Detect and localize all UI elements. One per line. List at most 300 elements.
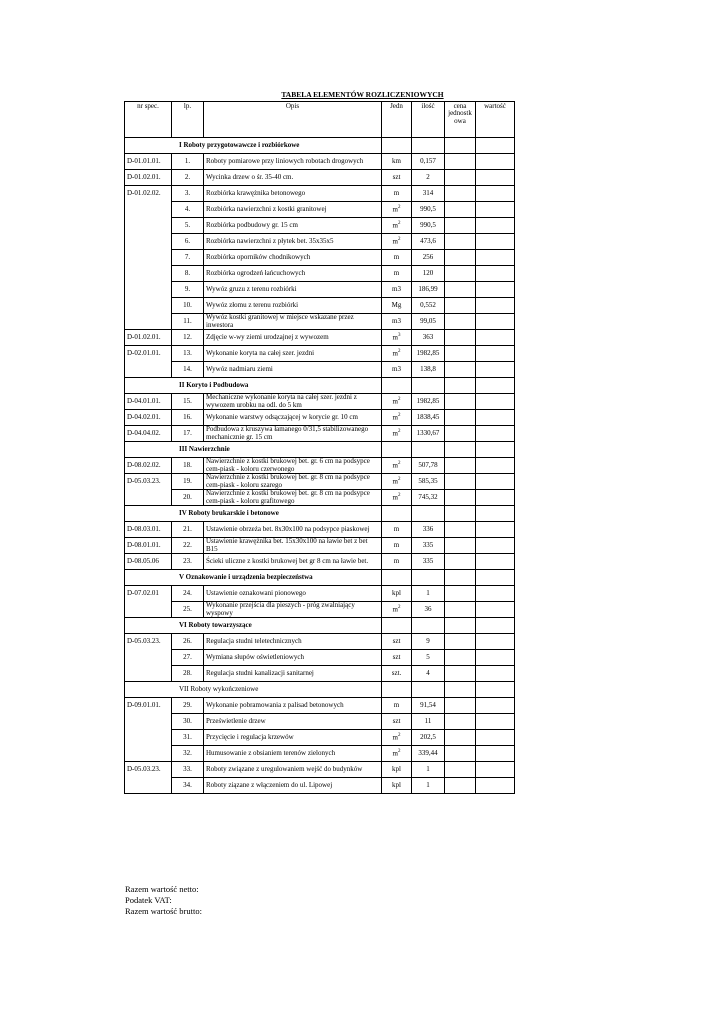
unit-cell	[382, 650, 412, 666]
spec-number-cell: D-07.02.01	[125, 586, 172, 602]
unit-exponent: 2	[397, 461, 401, 467]
unit-cell	[382, 458, 412, 474]
empty-cell	[382, 682, 412, 698]
quantity-cell: 5	[412, 650, 445, 666]
unit-text: kpl	[392, 764, 401, 773]
table-row	[125, 490, 515, 506]
unit-price-cell	[445, 602, 476, 618]
value-cell	[476, 186, 515, 202]
quantity-cell: 745,32	[412, 490, 445, 506]
value-cell	[476, 218, 515, 234]
value-cell	[476, 490, 515, 506]
unit-cell	[382, 346, 412, 362]
empty-cell	[382, 506, 412, 522]
section-row	[125, 570, 515, 586]
item-number-cell: 4.	[172, 202, 204, 218]
empty-cell	[412, 618, 445, 634]
empty-cell	[445, 618, 476, 634]
unit-text: szt	[392, 652, 401, 661]
empty-cell	[382, 442, 412, 458]
spec-number-cell	[125, 250, 172, 266]
unit-cell	[382, 362, 412, 378]
header-value: wartość	[476, 102, 515, 138]
unit-text: m	[393, 268, 400, 277]
value-cell	[476, 778, 515, 794]
header-unit-price: cena jednostk owa	[445, 102, 476, 138]
description-cell: Podbudowa z kruszywa łamanego 0/31,5 stabilizowanego mechanicznie gr. 15 cm	[204, 426, 382, 442]
vat-label: Podatek VAT:	[125, 895, 172, 905]
value-cell	[476, 698, 515, 714]
section-title: IV Roboty brukarskie i betonowe	[125, 506, 382, 522]
description-cell: Roboty związane z uregulowaniem wejść do budynków	[204, 762, 382, 778]
unit-cell	[382, 602, 412, 618]
spec-number-cell	[125, 602, 172, 618]
spec-number-cell	[125, 314, 172, 330]
table-row	[125, 298, 515, 314]
item-number-cell: 5.	[172, 218, 204, 234]
quantity-cell: 473,6	[412, 234, 445, 250]
quantity-cell: 0,157	[412, 154, 445, 170]
unit-price-cell	[445, 394, 476, 410]
unit-text: m	[392, 397, 398, 406]
unit-price-cell	[445, 186, 476, 202]
unit-exponent: 2	[397, 733, 401, 739]
description-cell: Nawierzchnie z kostki brukowej bet. gr. 8 cm na podsypce cem-piask - koloru grafitowego	[204, 490, 382, 506]
table-row	[125, 634, 515, 650]
empty-cell	[445, 378, 476, 394]
empty-cell	[445, 682, 476, 698]
empty-cell	[382, 378, 412, 394]
section-title: II Koryto i Podbudowa	[125, 378, 382, 394]
unit-text: szt	[392, 716, 401, 725]
table-row	[125, 234, 515, 250]
spec-number-cell: D-08.05.06	[125, 554, 172, 570]
quantity-cell: 186,99	[412, 282, 445, 298]
header-quantity: ilość	[412, 102, 445, 138]
value-cell	[476, 666, 515, 682]
value-cell	[476, 154, 515, 170]
value-cell	[476, 234, 515, 250]
empty-cell	[476, 378, 515, 394]
value-cell	[476, 586, 515, 602]
spec-number-cell: D-08.03.01.	[125, 522, 172, 538]
description-cell: Regulacja studni teletechnicznych	[204, 634, 382, 650]
quantity-cell: 1838,45	[412, 410, 445, 426]
table-row	[125, 522, 515, 538]
unit-cell	[382, 762, 412, 778]
empty-cell	[476, 618, 515, 634]
item-number-cell: 32.	[172, 746, 204, 762]
unit-text: m	[392, 413, 398, 422]
quantity-cell: 256	[412, 250, 445, 266]
unit-price-cell	[445, 586, 476, 602]
unit-cell	[382, 298, 412, 314]
quantity-cell: 91,54	[412, 698, 445, 714]
quantity-cell: 2	[412, 170, 445, 186]
table-row	[125, 474, 515, 490]
description-cell: Ścieki uliczne z kostki brukowej bet gr 8 cm na ławie bet.	[204, 554, 382, 570]
table-row	[125, 650, 515, 666]
unit-text: m3	[392, 364, 401, 373]
description-cell: Wywóz kostki granitowej w miejsce wskazane przez inwestora	[204, 314, 382, 330]
table-row	[125, 202, 515, 218]
table-row	[125, 154, 515, 170]
unit-text: kpl	[392, 588, 401, 597]
table-row	[125, 762, 515, 778]
value-cell	[476, 602, 515, 618]
table-row	[125, 730, 515, 746]
spec-number-cell: D-01.01.01.	[125, 154, 172, 170]
item-number-cell: 21.	[172, 522, 204, 538]
description-cell: Rozbiórka podbudowy gr. 15 cm	[204, 218, 382, 234]
unit-price-cell	[445, 218, 476, 234]
empty-cell	[412, 506, 445, 522]
table-row	[125, 602, 515, 618]
description-cell: Regulacja studni kanalizacji sanitarnej	[204, 666, 382, 682]
section-title: VI Roboty towarzyszące	[125, 618, 382, 634]
unit-text: m	[392, 605, 398, 614]
value-cell	[476, 554, 515, 570]
empty-cell	[412, 378, 445, 394]
quantity-cell: 1	[412, 762, 445, 778]
item-number-cell: 2.	[172, 170, 204, 186]
item-number-cell: 20.	[172, 490, 204, 506]
spec-number-cell: D-04.04.02.	[125, 426, 172, 442]
table-row	[125, 186, 515, 202]
unit-text: m	[393, 700, 400, 709]
unit-cell	[382, 282, 412, 298]
table-row	[125, 218, 515, 234]
spec-number-cell	[125, 202, 172, 218]
unit-price-cell	[445, 426, 476, 442]
item-number-cell: 26.	[172, 634, 204, 650]
description-cell: Prześwietlenie drzew	[204, 714, 382, 730]
empty-cell	[476, 138, 515, 154]
unit-cell	[382, 250, 412, 266]
item-number-cell: 15.	[172, 394, 204, 410]
description-cell: Wywóz złomu z terenu rozbiórki	[204, 298, 382, 314]
empty-cell	[412, 138, 445, 154]
table-row	[125, 314, 515, 330]
spec-number-cell: D-04.01.01.	[125, 394, 172, 410]
table-row	[125, 266, 515, 282]
description-cell: Nawierzchnie z kostki brukowej bet. gr. 8 cm na podsypce cem-piask - koloru szarego	[204, 474, 382, 490]
value-cell	[476, 394, 515, 410]
item-number-cell: 1.	[172, 154, 204, 170]
description-cell: Rozbiórka nawierzchni z płytek bet. 35x35x5	[204, 234, 382, 250]
unit-price-cell	[445, 346, 476, 362]
quantity-cell: 202,5	[412, 730, 445, 746]
quantity-cell: 1982,85	[412, 394, 445, 410]
item-number-cell: 16.	[172, 410, 204, 426]
item-number-cell: 22.	[172, 538, 204, 554]
value-cell	[476, 170, 515, 186]
quantity-cell: 36	[412, 602, 445, 618]
empty-cell	[476, 682, 515, 698]
value-cell	[476, 346, 515, 362]
unit-cell	[382, 330, 412, 346]
section-row	[125, 618, 515, 634]
value-cell	[476, 314, 515, 330]
table-row	[125, 410, 515, 426]
unit-cell	[382, 554, 412, 570]
unit-text: km	[392, 156, 401, 165]
value-cell	[476, 762, 515, 778]
description-cell: Roboty pomiarowe przy liniowych robotach drogowych	[204, 154, 382, 170]
quantity-cell: 507,78	[412, 458, 445, 474]
unit-price-cell	[445, 154, 476, 170]
item-number-cell: 34.	[172, 778, 204, 794]
quantity-cell: 314	[412, 186, 445, 202]
unit-cell	[382, 266, 412, 282]
item-number-cell: 7.	[172, 250, 204, 266]
quantity-cell: 335	[412, 538, 445, 554]
spec-number-cell	[125, 730, 172, 746]
item-number-cell: 28.	[172, 666, 204, 682]
description-cell: Zdjęcie w-wy ziemi urodzajnej z wywozem	[204, 330, 382, 346]
description-cell: Przycięcie i regulacja krzewów	[204, 730, 382, 746]
quantity-cell: 1330,67	[412, 426, 445, 442]
table-row	[125, 458, 515, 474]
table-row	[125, 554, 515, 570]
unit-price-cell	[445, 490, 476, 506]
unit-cell	[382, 634, 412, 650]
unit-cell	[382, 538, 412, 554]
spec-number-cell	[125, 746, 172, 762]
unit-text: m	[392, 333, 398, 342]
quantity-cell: 990,5	[412, 202, 445, 218]
description-cell: Wywóz gruzu z terenu rozbiórki	[204, 282, 382, 298]
unit-price-cell	[445, 282, 476, 298]
spec-number-cell: D-09.01.01.	[125, 698, 172, 714]
unit-price-cell	[445, 522, 476, 538]
unit-text: szt.	[391, 668, 402, 677]
spec-number-cell: D-05.03.23.	[125, 762, 172, 778]
description-cell: Wykonanie warstwy odsączającej w korycie gr. 10 cm	[204, 410, 382, 426]
unit-price-cell	[445, 330, 476, 346]
table-row	[125, 586, 515, 602]
empty-cell	[445, 506, 476, 522]
value-cell	[476, 266, 515, 282]
value-cell	[476, 730, 515, 746]
value-cell	[476, 330, 515, 346]
table-row	[125, 426, 515, 442]
table-row	[125, 746, 515, 762]
unit-price-cell	[445, 778, 476, 794]
table-row	[125, 282, 515, 298]
header-lp: lp.	[172, 102, 204, 138]
unit-price-cell	[445, 554, 476, 570]
unit-cell	[382, 410, 412, 426]
quantity-cell: 990,5	[412, 218, 445, 234]
unit-price-cell	[445, 170, 476, 186]
unit-cell	[382, 666, 412, 682]
description-cell: Mechaniczne wykonanie koryta na całej szer. jezdni z wywozem urobku na odl. do 5 km	[204, 394, 382, 410]
value-cell	[476, 474, 515, 490]
unit-text: m	[392, 237, 398, 246]
section-row	[125, 682, 515, 698]
spec-number-cell	[125, 650, 172, 666]
spec-number-cell: D-08.02.02.	[125, 458, 172, 474]
quantity-cell: 4	[412, 666, 445, 682]
empty-cell	[382, 138, 412, 154]
totals-block	[125, 884, 202, 917]
empty-cell	[382, 618, 412, 634]
quantity-cell: 363	[412, 330, 445, 346]
unit-cell	[382, 314, 412, 330]
unit-cell	[382, 714, 412, 730]
unit-text: m	[392, 733, 398, 742]
quantity-cell: 0,552	[412, 298, 445, 314]
quantity-cell: 336	[412, 522, 445, 538]
total-gross-label: Razem wartość brutto:	[125, 906, 202, 916]
unit-cell	[382, 586, 412, 602]
unit-text: m	[393, 540, 400, 549]
spec-number-cell	[125, 490, 172, 506]
description-cell: Wycinka drzew o śr. 35-40 cm.	[204, 170, 382, 186]
spec-number-cell: D-02.01.01.	[125, 346, 172, 362]
unit-price-cell	[445, 730, 476, 746]
table-row	[125, 250, 515, 266]
item-number-cell: 10.	[172, 298, 204, 314]
unit-price-cell	[445, 234, 476, 250]
unit-price-cell	[445, 314, 476, 330]
section-row	[125, 506, 515, 522]
item-number-cell: 31.	[172, 730, 204, 746]
unit-price-cell	[445, 298, 476, 314]
unit-text: m	[392, 493, 398, 502]
unit-text: m	[392, 221, 398, 230]
unit-price-cell	[445, 266, 476, 282]
item-number-cell: 12.	[172, 330, 204, 346]
section-title: I Roboty przygotowawcze i rozbiórkowe	[125, 138, 382, 154]
item-number-cell: 19.	[172, 474, 204, 490]
value-cell	[476, 282, 515, 298]
unit-price-cell	[445, 650, 476, 666]
description-cell: Rozbiórka ogrodzeń łańcuchowych	[204, 266, 382, 282]
description-cell: Ustawienie oznakowani pionowego	[204, 586, 382, 602]
unit-text: kpl	[392, 780, 401, 789]
spec-number-cell	[125, 266, 172, 282]
table-row	[125, 538, 515, 554]
unit-cell	[382, 698, 412, 714]
spec-number-cell: D-01.02.02.	[125, 186, 172, 202]
unit-text: m	[392, 429, 398, 438]
unit-cell	[382, 778, 412, 794]
unit-cell	[382, 154, 412, 170]
value-cell	[476, 714, 515, 730]
unit-exponent: 2	[397, 749, 401, 755]
spec-number-cell	[125, 234, 172, 250]
unit-exponent: 2	[397, 397, 401, 403]
value-cell	[476, 522, 515, 538]
unit-exponent: 2	[397, 413, 401, 419]
item-number-cell: 18.	[172, 458, 204, 474]
table-row	[125, 346, 515, 362]
unit-text: m	[392, 205, 398, 214]
header-spec: nr spec.	[125, 102, 172, 138]
total-net-label: Razem wartość netto:	[125, 884, 199, 894]
unit-text: m	[393, 524, 400, 533]
unit-exponent: 2	[397, 205, 401, 211]
spec-number-cell: D-01.02.01.	[125, 170, 172, 186]
value-cell	[476, 538, 515, 554]
unit-cell	[382, 170, 412, 186]
quantity-cell: 138,8	[412, 362, 445, 378]
item-number-cell: 6.	[172, 234, 204, 250]
item-number-cell: 27.	[172, 650, 204, 666]
description-cell: Wymiana słupów oświetleniowych	[204, 650, 382, 666]
section-title: VII Roboty wykończeniowe	[125, 682, 382, 698]
description-cell: Rozbiórka krawężnika betonowego	[204, 186, 382, 202]
item-number-cell: 11.	[172, 314, 204, 330]
item-number-cell: 25.	[172, 602, 204, 618]
description-cell: Nawierzchnie z kostki brukowej bet. gr. 6 cm na podsypce cem-piask - koloru czerwonego	[204, 458, 382, 474]
item-number-cell: 24.	[172, 586, 204, 602]
table-row	[125, 698, 515, 714]
unit-text: Mg	[391, 300, 402, 309]
value-cell	[476, 298, 515, 314]
unit-price-cell	[445, 202, 476, 218]
description-cell: Wykonanie pobramowania z palisad betonowych	[204, 698, 382, 714]
unit-text: m	[392, 749, 398, 758]
unit-cell	[382, 522, 412, 538]
unit-cell	[382, 746, 412, 762]
empty-cell	[445, 442, 476, 458]
value-cell	[476, 634, 515, 650]
value-cell	[476, 458, 515, 474]
table-row	[125, 714, 515, 730]
spec-number-cell: D-05.03.23.	[125, 474, 172, 490]
spec-number-cell	[125, 714, 172, 730]
unit-price-cell	[445, 746, 476, 762]
value-cell	[476, 410, 515, 426]
description-cell: Wykonanie przejścia dla pieszych - próg zwalniający wyspowy	[204, 602, 382, 618]
empty-cell	[412, 682, 445, 698]
unit-exponent: 3	[397, 333, 401, 339]
value-cell	[476, 250, 515, 266]
unit-cell	[382, 426, 412, 442]
unit-text: m	[393, 188, 400, 197]
item-number-cell: 17.	[172, 426, 204, 442]
section-title: V Oznakowanie i urządzenia bezpieczeństwa	[125, 570, 382, 586]
quantity-cell: 335	[412, 554, 445, 570]
quantity-cell: 1	[412, 778, 445, 794]
table-row	[125, 394, 515, 410]
quantity-cell: 1982,85	[412, 346, 445, 362]
unit-price-cell	[445, 458, 476, 474]
item-number-cell: 9.	[172, 282, 204, 298]
header-description: Opis	[204, 102, 382, 138]
section-title: III Nawierzchnie	[125, 442, 382, 458]
description-cell: Rozbiórka nawierzchni z kostki granitowej	[204, 202, 382, 218]
table-body	[125, 138, 515, 794]
unit-price-cell	[445, 538, 476, 554]
unit-cell	[382, 474, 412, 490]
unit-text: m3	[392, 284, 401, 293]
value-cell	[476, 746, 515, 762]
unit-price-cell	[445, 410, 476, 426]
item-number-cell: 30.	[172, 714, 204, 730]
item-number-cell: 8.	[172, 266, 204, 282]
item-number-cell: 23.	[172, 554, 204, 570]
unit-exponent: 2	[397, 237, 401, 243]
empty-cell	[445, 138, 476, 154]
spec-number-cell	[125, 362, 172, 378]
empty-cell	[445, 570, 476, 586]
item-number-cell: 29.	[172, 698, 204, 714]
unit-cell	[382, 394, 412, 410]
